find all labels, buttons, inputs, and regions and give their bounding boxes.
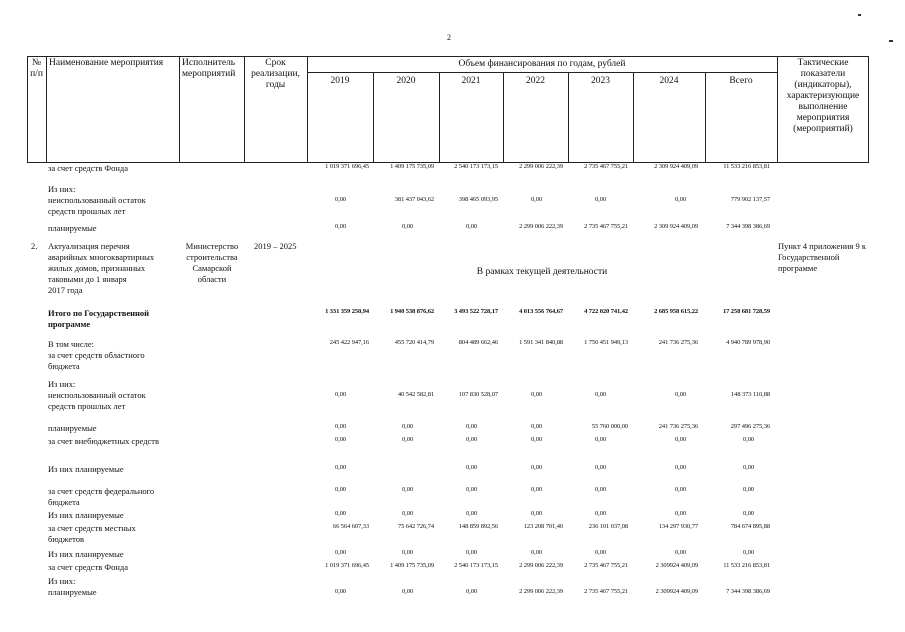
cell-2022: 2 299 006 222,39: [519, 588, 563, 595]
cell-2021: 804 489 662,46: [458, 339, 498, 346]
cell-2020: 0,00: [402, 510, 413, 517]
year-2021: 2021: [461, 76, 481, 86]
cell-total: 17 258 681 728,59: [722, 308, 770, 315]
cell-2022: 2 299 006 222,39: [519, 163, 563, 170]
cell-2022: 0,00: [531, 196, 542, 203]
row-label: Из них планируемые: [48, 549, 124, 559]
cell-2023: 0,00: [595, 486, 606, 493]
cell-2020: 75 642 726,74: [397, 523, 434, 530]
cell-2023: 2 735 467 755,21: [584, 562, 628, 569]
header-financing: Объем финансирования по годам, рублей: [458, 59, 626, 69]
row-label: за счет внебюджетных средств: [48, 436, 160, 446]
scan-speck: [889, 40, 893, 42]
row-label: за счет средств Фонда: [48, 562, 128, 572]
cell-total: 0,00: [743, 549, 754, 556]
header-executor: Исполнитель мероприятий: [182, 58, 236, 79]
row-label: Из них планируемые: [48, 464, 124, 474]
item-term: 2019 – 2025: [254, 241, 297, 251]
cell-2021: 0,00: [466, 486, 477, 493]
row-label: за счет средств Фонда: [48, 163, 128, 173]
cell-2019: 0,00: [335, 423, 346, 430]
cell-2020: 0,00: [402, 588, 413, 595]
cell-2024: 241 736 275,36: [658, 423, 698, 430]
cell-2021: 0,00: [466, 510, 477, 517]
cell-2021: 3 493 522 728,17: [454, 308, 498, 315]
cell-2021: 398 465 093,95: [458, 196, 498, 203]
page-number: 2: [447, 33, 451, 42]
year-2024: 2024: [659, 76, 679, 86]
cell-2023: 0,00: [595, 464, 606, 471]
cell-2021: 2 540 173 173,15: [454, 163, 498, 170]
cell-2022: 0,00: [531, 549, 542, 556]
item-name: Актуализация перечня аварийных многоквартирных жилых домов, признанных таковыми до 1 января 2017 года: [48, 241, 155, 295]
cell-2022: 2 299 006 222,39: [519, 223, 563, 230]
cell-2019: 0,00: [335, 223, 346, 230]
cell-2024: 2 309924 409,09: [655, 588, 698, 595]
cell-2019: 0,00: [335, 436, 346, 443]
cell-total: 0,00: [743, 436, 754, 443]
header-indicators: Тактические показатели (индикаторы), характеризующие выполнение мероприятия (мероприятий): [786, 58, 860, 134]
cell-2024: 2 309 924 409,09: [654, 223, 698, 230]
cell-2023: 2 735 467 755,21: [584, 163, 628, 170]
cell-total: 0,00: [743, 486, 754, 493]
cell-2019: 66 564 607,33: [332, 523, 369, 530]
row-label: Из них планируемые: [48, 510, 124, 520]
cell-2021: 148 859 892,56: [458, 523, 498, 530]
cell-2019: 1 019 371 696,45: [325, 163, 369, 170]
cell-2019: 0,00: [335, 588, 346, 595]
cell-total: 297 496 275,36: [730, 423, 770, 430]
cell-2020: 0,00: [402, 549, 413, 556]
cell-total: 7 344 398 386,69: [726, 588, 770, 595]
item-indicator: Пункт 4 приложения 9 к Государственной программе: [778, 241, 866, 273]
cell-2024: 2 309 924 409,09: [654, 163, 698, 170]
cell-2023: 0,00: [595, 196, 606, 203]
cell-2021: 107 830 528,07: [458, 391, 498, 398]
col-border: [179, 56, 180, 163]
cell-2022: 123 208 701,40: [523, 523, 563, 530]
cell-total: 0,00: [743, 510, 754, 517]
cell-2021: 0,00: [466, 464, 477, 471]
cell-2023: 0,00: [595, 510, 606, 517]
cell-2020: 0,00: [402, 423, 413, 430]
cell-2023: 4 722 020 741,42: [584, 308, 628, 315]
cell-2020: 1 940 538 876,62: [390, 308, 434, 315]
cell-2019: 0,00: [335, 196, 346, 203]
cell-2019: 1 331 359 250,94: [325, 308, 369, 315]
cell-2024: 0,00: [675, 486, 686, 493]
year-2022: 2022: [526, 76, 545, 86]
cell-2020: 381 437 043,62: [394, 196, 434, 203]
header-num: № п/п: [30, 58, 43, 79]
cell-2019: 245 422 947,16: [329, 339, 369, 346]
cell-2020: 0,00: [402, 436, 413, 443]
cell-total: 4 940 789 978,90: [726, 339, 770, 346]
cell-2021: 0,00: [466, 436, 477, 443]
col-border: [868, 56, 869, 163]
cell-2024: 0,00: [675, 391, 686, 398]
cell-2024: 0,00: [675, 464, 686, 471]
cell-total: 779 902 137,57: [730, 196, 770, 203]
row-label: Из них: неиспользованный остаток средств прошлых лет: [48, 379, 146, 411]
row-label: за счет средств местных бюджетов: [48, 523, 136, 544]
item-number: 2.: [31, 241, 38, 251]
year-2019: 2019: [330, 76, 350, 86]
cell-2023: 0,00: [595, 549, 606, 556]
cell-2019: 0,00: [335, 510, 346, 517]
cell-2020: 1 409 175 735,09: [390, 562, 434, 569]
col-border: [307, 56, 308, 163]
cell-2024: 2 685 958 615,22: [654, 308, 698, 315]
cell-2024: 0,00: [675, 436, 686, 443]
cell-total: 784 674 895,88: [730, 523, 770, 530]
cell-2022: 0,00: [531, 423, 542, 430]
cell-2019: 0,00: [335, 391, 346, 398]
cell-2023: 236 101 037,08: [588, 523, 628, 530]
cell-total: 11 533 216 853,81: [723, 562, 770, 569]
cell-total: 7 344 398 386,69: [726, 223, 770, 230]
cell-2023: 1 750 451 949,13: [584, 339, 628, 346]
item-note: В рамках текущей деятельности: [476, 267, 608, 277]
cell-2022: 1 591 341 840,88: [519, 339, 563, 346]
cell-2022: 0,00: [531, 486, 542, 493]
table-top-border: [27, 56, 869, 57]
cell-2023: 0,00: [595, 391, 606, 398]
cell-2023: 0,00: [595, 436, 606, 443]
row-label: Из них: планируемые: [48, 576, 97, 597]
cell-2019: 1 019 371 696,45: [325, 562, 369, 569]
row-label-total: Итого по Государственной программе: [48, 308, 150, 329]
cell-2021: 2 540 173 173,15: [454, 562, 498, 569]
row-label: за счет средств федерального бюджета: [48, 486, 155, 507]
row-label: Из них: неиспользованный остаток средств прошлых лет: [48, 184, 146, 216]
cell-2021: 0,00: [466, 223, 477, 230]
row-label: В том числе: за счет средств областного бюджета: [48, 339, 145, 371]
cell-2020: 0,00: [402, 486, 413, 493]
cell-2024: 241 736 275,36: [658, 339, 698, 346]
cell-total: 148 373 110,88: [731, 391, 770, 398]
cell-2020: 455 720 414,79: [394, 339, 434, 346]
scan-speck: [858, 14, 861, 16]
cell-2022: 2 299 006 222,39: [519, 562, 563, 569]
cell-2023: 55 760 000,00: [591, 423, 628, 430]
cell-2024: 2 309924 409,09: [655, 562, 698, 569]
cell-2024: 134 297 930,77: [658, 523, 698, 530]
cell-2022: 4 013 556 764,67: [519, 308, 563, 315]
cell-2022: 0,00: [531, 391, 542, 398]
financing-header-divider: [307, 72, 778, 73]
col-border: [46, 56, 47, 163]
cell-2020: 1 409 175 735,09: [390, 163, 434, 170]
cell-2024: 0,00: [675, 196, 686, 203]
cell-2019: 0,00: [335, 486, 346, 493]
cell-2024: 0,00: [675, 549, 686, 556]
item-executor: Министерство строительства Самарской области: [185, 241, 239, 284]
cell-2020: 40 542 582,81: [397, 391, 434, 398]
cell-2023: 2 735 467 755,21: [584, 588, 628, 595]
cell-2021: 0,00: [466, 549, 477, 556]
cell-total: 11 533 216 853,81: [723, 163, 770, 170]
year-2023: 2023: [591, 76, 610, 86]
cell-2022: 0,00: [531, 464, 542, 471]
cell-2020: 0,00: [402, 223, 413, 230]
cell-2023: 2 735 467 755,21: [584, 223, 628, 230]
year-total: Всего: [729, 76, 753, 86]
cell-2022: 0,00: [531, 510, 542, 517]
year-2020: 2020: [396, 76, 416, 86]
row-label: планируемые: [48, 223, 97, 233]
cell-2024: 0,00: [675, 510, 686, 517]
cell-2021: 0,00: [466, 588, 477, 595]
cell-2019: 0,00: [335, 464, 346, 471]
cell-2019: 0,00: [335, 549, 346, 556]
header-name: Наименование мероприятия: [49, 58, 164, 68]
cell-total: 0,00: [743, 464, 754, 471]
row-label: планируемые: [48, 423, 97, 433]
header-term: Срок реализации, годы: [251, 58, 300, 90]
cell-2021: 0,00: [466, 423, 477, 430]
cell-2022: 0,00: [531, 436, 542, 443]
